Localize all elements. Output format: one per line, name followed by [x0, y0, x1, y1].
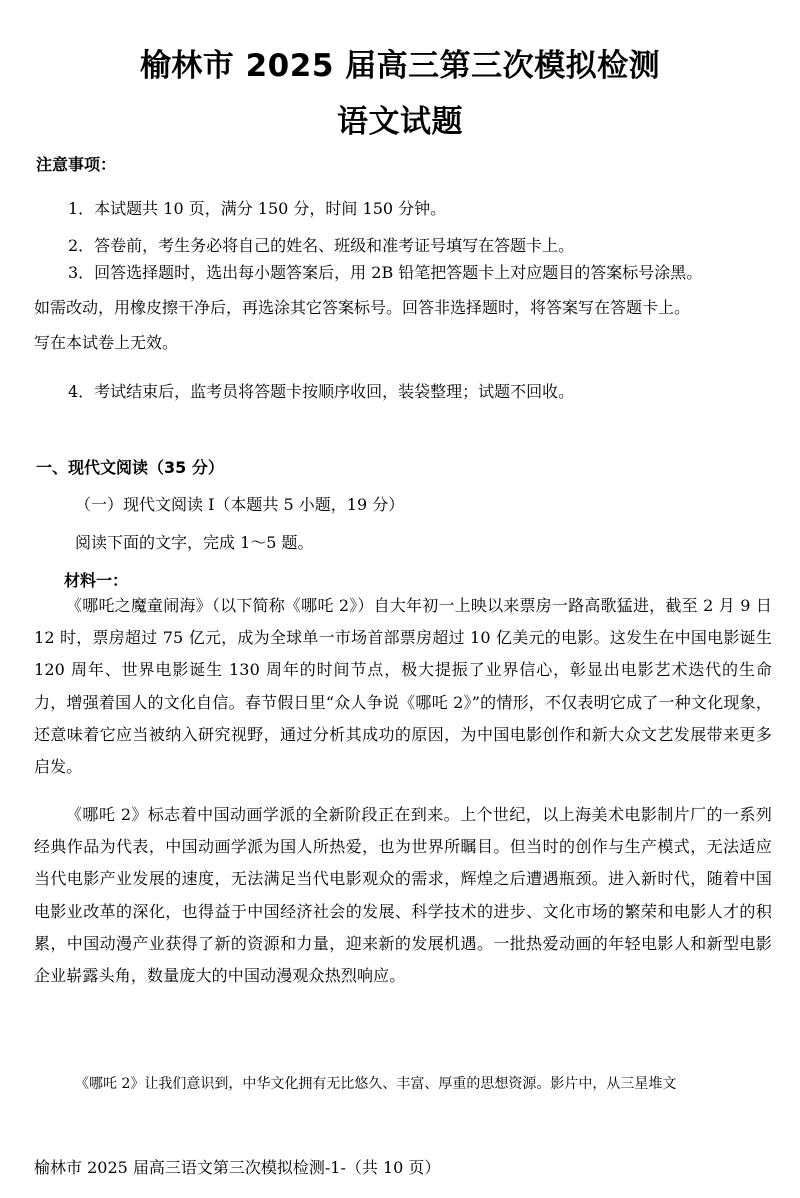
- notice-item-2: 2．答卷前，考生务必将自己的姓名、班级和准考证号填写在答题卡上。: [68, 236, 575, 255]
- paragraph-2: 《哪吒 2》标志着中国动画学派的全新阶段正在到来。上个世纪，以上海美术电影制片厂的一系列经典作品为代表，中国动画学派为国人所热爱，也为世界所瞩目。但当时的创作与生产模式，无法适应当代电影产业发展的速度，无法满足当代电影观众的需求，辉煌之后遭遇瓶颈。进入新时代，随着中国电影业改革的深化，也得益于中国经济社会的发展、科学技术的进步、文化市场的繁荣和电影人才的积累，中国动漫产业获得了新的资源和力量，迎来新的发展机遇。一批热爱动画的年轻电影人和新型电影企业崭露头角，数量庞大的中国动漫观众热烈响应。: [34, 805, 772, 986]
- exam-subtitle: 语文试题: [337, 104, 463, 140]
- paragraph-1: 《哪吒之魔童闹海》（以下简称《哪吒 2》）自大年初一上映以来票房一路高歌猛进，截至 2 月 9 日 12 时，票房超过 75 亿元，成为全球单一市场首部票房超过 10 亿美元的电影。这发生在中国电影诞生 120 周年、世界电影诞生 130 周年的时间节点，极大提振了业界信心，彰显出电影艺术迭代的生命力，增强着国人的文化自信。春节假日里“众人争说《哪吒 2》”的情形，不仅表明它成了一种文化现象，还意味着它应当被纳入研究视野，通过分析其成功的原因，为中国电影创作和新大众文艺发展带来更多启发。: [34, 596, 772, 777]
- page-footer: 榆林市 2025 届高三语文第三次模拟检测-1-（共 10 页）: [34, 1158, 441, 1177]
- exam-title: 榆林市 2025 届高三第三次模拟检测: [139, 48, 661, 84]
- section-heading: 一、现代文阅读（35 分）: [36, 458, 224, 477]
- material-heading: 材料一：: [64, 571, 129, 590]
- notice-item-4: 4．考试结束后，监考员将答题卡按顺序收回，装袋整理；试题不回收。: [68, 382, 575, 401]
- notice-item-3-line-1: 3．回答选择题时，选出每小题答案后，用 2B 铅笔把答题卡上对应题目的答案标号涂黑。: [68, 263, 703, 282]
- notice-item-3-line-2: 如需改动，用橡皮擦干净后，再选涂其它答案标号。回答非选择题时，将答案写在答题卡上。: [34, 298, 691, 317]
- paragraph-3: 《哪吒 2》让我们意识到，中华文化拥有无比悠久、丰富、厚重的思想资源。影片中，从三星堆文: [75, 1076, 677, 1092]
- notice-heading: 注意事项：: [36, 155, 117, 174]
- part-heading: （一）现代文阅读 I（本题共 5 小题，19 分）: [75, 495, 405, 514]
- reading-instruction: 阅读下面的文字，完成 1～5 题。: [75, 533, 314, 552]
- notice-item-1: 1．本试题共 10 页，满分 150 分，时间 150 分钟。: [68, 199, 447, 218]
- notice-item-3-line-3: 写在本试卷上无效。: [34, 333, 179, 352]
